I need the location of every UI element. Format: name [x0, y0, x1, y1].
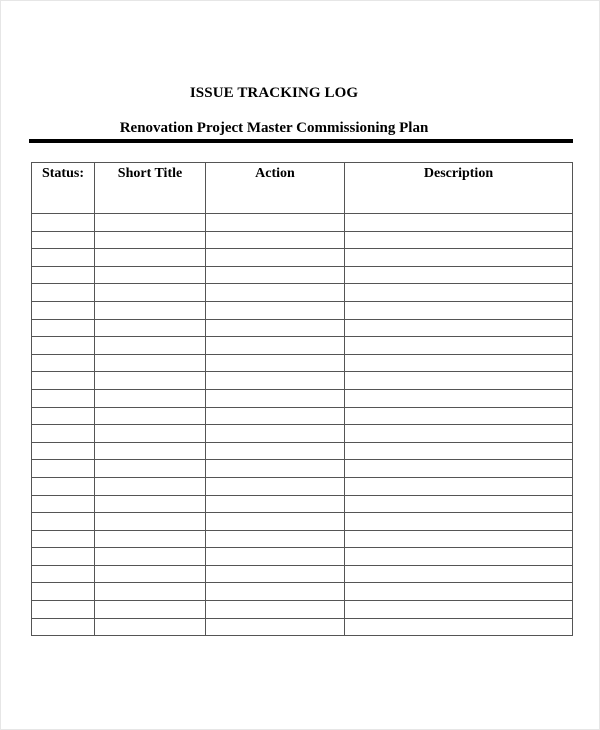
- cell-action: [206, 301, 345, 319]
- cell-action: [206, 407, 345, 425]
- cell-short-title: [95, 530, 206, 548]
- cell-description: [345, 372, 573, 390]
- cell-description: [345, 460, 573, 478]
- table-row: [32, 231, 573, 249]
- cell-status: [32, 319, 95, 337]
- cell-description: [345, 425, 573, 443]
- cell-short-title: [95, 618, 206, 636]
- cell-action: [206, 442, 345, 460]
- cell-description: [345, 284, 573, 302]
- cell-status: [32, 266, 95, 284]
- column-header-short-title: Short Title: [95, 163, 206, 214]
- cell-description: [345, 407, 573, 425]
- table-row: [32, 284, 573, 302]
- cell-description: [345, 583, 573, 601]
- cell-status: [32, 442, 95, 460]
- cell-short-title: [95, 337, 206, 355]
- cell-short-title: [95, 513, 206, 531]
- cell-status: [32, 354, 95, 372]
- cell-status: [32, 548, 95, 566]
- cell-short-title: [95, 266, 206, 284]
- table-row: [32, 530, 573, 548]
- cell-action: [206, 354, 345, 372]
- cell-description: [345, 442, 573, 460]
- table-row: [32, 477, 573, 495]
- column-header-description: Description: [345, 163, 573, 214]
- column-header-status: Status:: [32, 163, 95, 214]
- cell-short-title: [95, 407, 206, 425]
- cell-status: [32, 565, 95, 583]
- cell-short-title: [95, 442, 206, 460]
- cell-description: [345, 337, 573, 355]
- cell-action: [206, 372, 345, 390]
- cell-action: [206, 530, 345, 548]
- table-row: [32, 249, 573, 267]
- cell-action: [206, 601, 345, 619]
- cell-short-title: [95, 495, 206, 513]
- cell-action: [206, 337, 345, 355]
- issue-log-table: [31, 162, 573, 636]
- cell-status: [32, 214, 95, 232]
- document-title: ISSUE TRACKING LOG: [189, 85, 359, 101]
- title-divider: [29, 139, 573, 143]
- cell-short-title: [95, 372, 206, 390]
- cell-short-title: [95, 354, 206, 372]
- table-row: [32, 389, 573, 407]
- cell-action: [206, 513, 345, 531]
- cell-short-title: [95, 389, 206, 407]
- cell-short-title: [95, 565, 206, 583]
- table-row: [32, 301, 573, 319]
- cell-short-title: [95, 231, 206, 249]
- cell-short-title: [95, 284, 206, 302]
- cell-action: [206, 565, 345, 583]
- table-row: [32, 407, 573, 425]
- cell-action: [206, 583, 345, 601]
- cell-short-title: [95, 583, 206, 601]
- cell-status: [32, 301, 95, 319]
- cell-action: [206, 249, 345, 267]
- cell-description: [345, 601, 573, 619]
- table-row: [32, 372, 573, 390]
- cell-status: [32, 284, 95, 302]
- cell-short-title: [95, 301, 206, 319]
- cell-action: [206, 495, 345, 513]
- cell-action: [206, 477, 345, 495]
- cell-status: [32, 583, 95, 601]
- cell-status: [32, 460, 95, 478]
- cell-description: [345, 249, 573, 267]
- cell-status: [32, 372, 95, 390]
- table-row: [32, 618, 573, 636]
- cell-description: [345, 301, 573, 319]
- cell-action: [206, 284, 345, 302]
- cell-description: [345, 214, 573, 232]
- table-row: [32, 354, 573, 372]
- cell-action: [206, 214, 345, 232]
- cell-status: [32, 337, 95, 355]
- table-row: [32, 548, 573, 566]
- column-header-action: Action: [206, 163, 345, 214]
- cell-action: [206, 266, 345, 284]
- table-body: [32, 214, 573, 636]
- cell-short-title: [95, 601, 206, 619]
- cell-status: [32, 231, 95, 249]
- cell-short-title: [95, 425, 206, 443]
- table-row: [32, 601, 573, 619]
- cell-description: [345, 565, 573, 583]
- table-row: [32, 442, 573, 460]
- cell-description: [345, 477, 573, 495]
- table-row: [32, 583, 573, 601]
- cell-description: [345, 530, 573, 548]
- cell-description: [345, 389, 573, 407]
- cell-action: [206, 425, 345, 443]
- cell-short-title: [95, 214, 206, 232]
- cell-description: [345, 548, 573, 566]
- table-row: [32, 495, 573, 513]
- cell-description: [345, 618, 573, 636]
- table-row: [32, 513, 573, 531]
- table-row: [32, 337, 573, 355]
- cell-status: [32, 477, 95, 495]
- cell-status: [32, 530, 95, 548]
- cell-status: [32, 407, 95, 425]
- cell-description: [345, 513, 573, 531]
- cell-short-title: [95, 249, 206, 267]
- cell-status: [32, 249, 95, 267]
- cell-status: [32, 495, 95, 513]
- cell-short-title: [95, 460, 206, 478]
- cell-description: [345, 354, 573, 372]
- table-header-row: [32, 163, 573, 214]
- cell-short-title: [95, 319, 206, 337]
- cell-action: [206, 548, 345, 566]
- cell-status: [32, 425, 95, 443]
- cell-description: [345, 319, 573, 337]
- cell-action: [206, 618, 345, 636]
- cell-status: [32, 513, 95, 531]
- cell-short-title: [95, 548, 206, 566]
- cell-description: [345, 231, 573, 249]
- table-row: [32, 266, 573, 284]
- table-row: [32, 214, 573, 232]
- cell-action: [206, 231, 345, 249]
- cell-action: [206, 389, 345, 407]
- table-row: [32, 319, 573, 337]
- cell-description: [345, 266, 573, 284]
- cell-status: [32, 389, 95, 407]
- document-subtitle: Renovation Project Master Commissioning Plan: [119, 120, 429, 136]
- cell-description: [345, 495, 573, 513]
- table-row: [32, 425, 573, 443]
- table-row: [32, 460, 573, 478]
- cell-status: [32, 618, 95, 636]
- table-row: [32, 565, 573, 583]
- cell-short-title: [95, 477, 206, 495]
- cell-action: [206, 319, 345, 337]
- cell-status: [32, 601, 95, 619]
- cell-action: [206, 460, 345, 478]
